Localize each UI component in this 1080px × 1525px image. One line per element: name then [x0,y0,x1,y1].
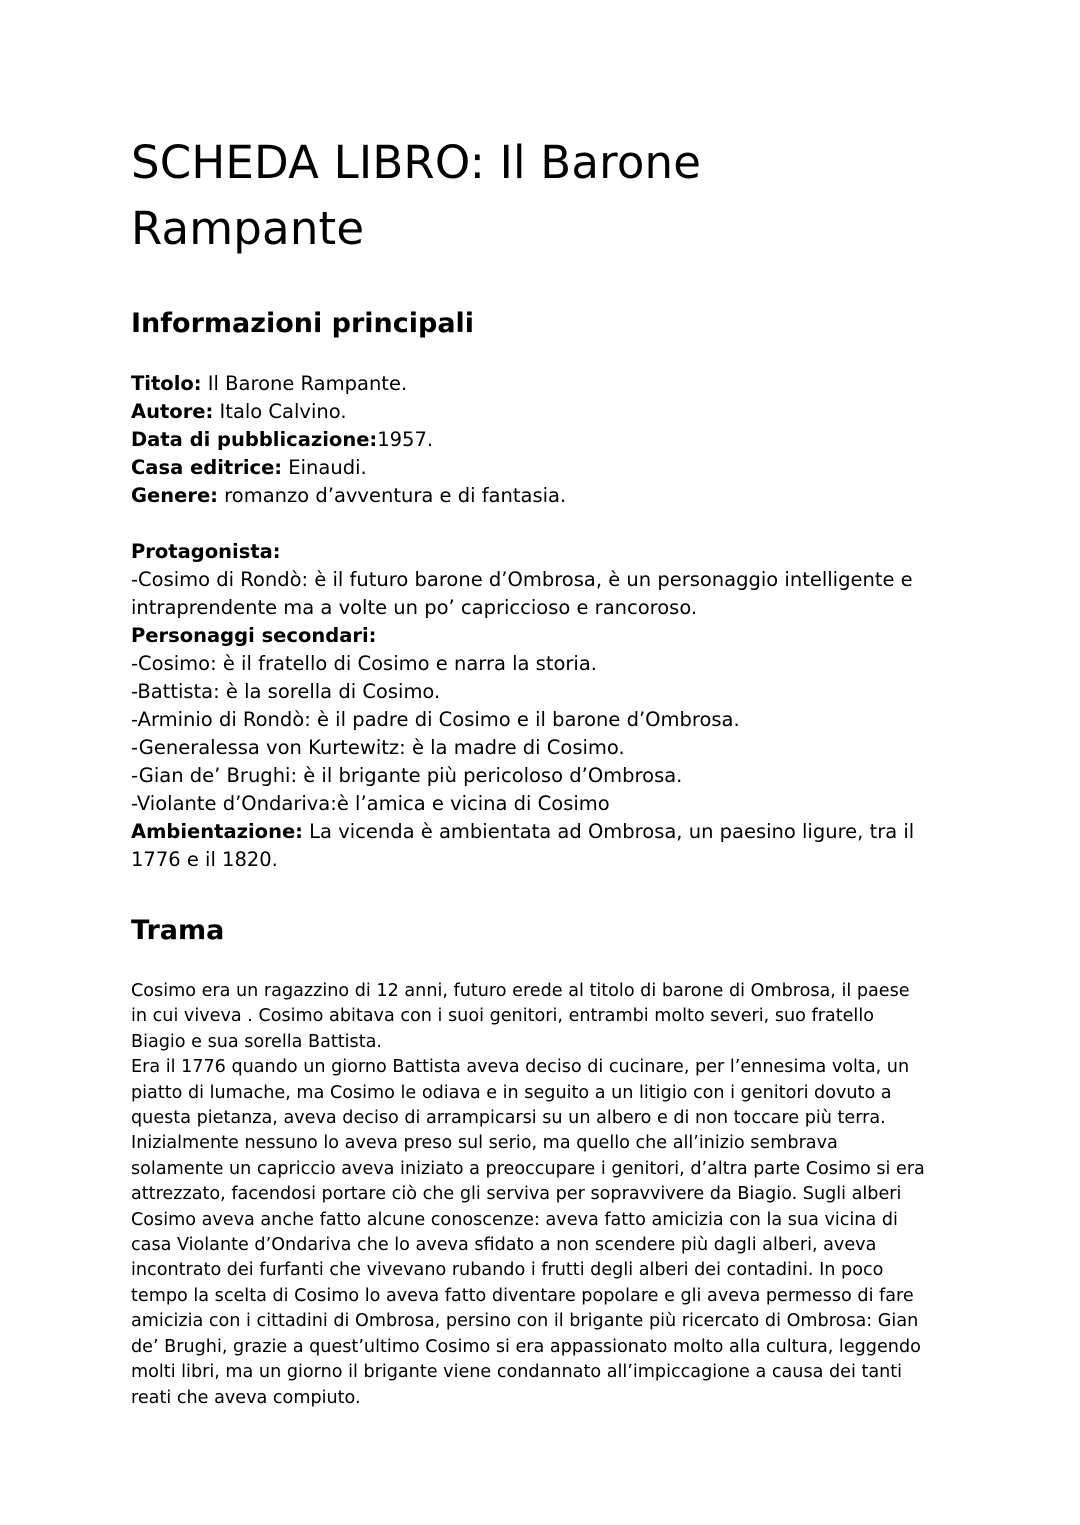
field-label: Casa editrice: [131,456,283,479]
setting-line [131,818,961,846]
character-item: -Battista: è la sorella di Cosimo. [131,680,441,703]
setting-line: 1776 e il 1820. [131,848,278,871]
field-value: Italo Calvino. [213,400,347,423]
plot-line: piatto di lumache, ma Cosimo le odiava e in seguito a un litigio con i genitori dovuto a [131,1082,892,1103]
plot-line: Era il 1776 quando un giorno Battista aveva deciso di cucinare, per l’ennesima volta, un [131,1057,910,1078]
character-item: -Arminio di Rondò: è il padre di Cosimo e il barone d’Ombrosa. [131,708,740,731]
field-title [131,370,961,398]
character-item: -Generalessa von Kurtewitz: è la madre di Cosimo. [131,736,625,759]
plot-line: Biagio e sua sorella Battista. [131,1031,382,1052]
info-fields [131,370,961,510]
field-value: 1957. [377,428,434,451]
field-label: Data di pubblicazione: [131,428,378,451]
plot-line: Cosimo era un ragazzino di 12 anni, futuro erede al titolo di barone di Ombrosa, il paese [131,981,910,1001]
field-publisher [131,454,961,482]
info-heading: Informazioni principali [131,308,475,339]
document-title [131,130,961,262]
plot-line: amicizia con i cittadini di Ombrosa, persino con il brigante più ricercato di Ombrosa: Gian [131,1311,919,1332]
characters-section [131,538,961,874]
plot-text [131,979,961,1411]
character-item: -Cosimo: è il fratello di Cosimo e narra la storia. [131,652,597,675]
plot-line: solamente un capriccio aveva iniziato a preoccupare i genitori, d’altra parte Cosimo si era [131,1158,925,1179]
plot-line: Inizialmente nessuno lo aveva preso sul serio, ma quello che all’inizio sembrava [131,1133,838,1154]
field-value: Einaudi. [282,456,367,479]
protagonist-label: Protagonista: [131,540,281,563]
plot-line: molti libri, ma un giorno il brigante viene condannato all’impiccagione a causa dei tanti [131,1362,903,1383]
field-label: Autore: [131,400,214,423]
document-page [131,130,961,1411]
field-publication-date [131,426,961,454]
field-label: Titolo: [131,372,202,395]
field-value: romanzo d’avventura e di fantasia. [217,484,567,507]
title-line-2: Rampante [131,202,365,255]
protagonist-line: -Cosimo di Rondò: è il futuro barone d’Ombrosa, è un personaggio intelligente e [131,568,913,591]
secondary-characters-label: Personaggi secondari: [131,624,377,647]
plot-line: casa Violante d’Ondariva che lo aveva sfidato a non scendere più dagli alberi, aveva [131,1235,877,1256]
plot-line: questa pietanza, aveva deciso di arrampicarsi su un albero e di non toccare più terra. [131,1108,886,1129]
character-item: -Violante d’Ondariva:è l’amica e vicina di Cosimo [131,792,610,815]
plot-heading: Trama [131,915,225,946]
plot-line: Cosimo aveva anche fatto alcune conoscenze: aveva fatto amicizia con la sua vicina di [131,1209,898,1230]
character-item: -Gian de’ Brughi: è il brigante più pericoloso d’Ombrosa. [131,764,683,787]
field-genre [131,482,961,510]
field-author [131,398,961,426]
plot-line: de’ Brughi, grazie a quest’ultimo Cosimo si era appassionato molto alla cultura, leggendo [131,1336,921,1357]
plot-line: tempo la scelta di Cosimo lo aveva fatto diventare popolare e gli aveva permesso di fare [131,1285,914,1306]
setting-label: Ambientazione: [131,820,303,843]
field-value: Il Barone Rampante. [201,372,408,395]
plot-line: attrezzato, facendosi portare ciò che gli serviva per sopravvivere da Biagio. Sugli alberi [131,1184,902,1205]
setting-value: La vicenda è ambientata ad Ombrosa, un paesino ligure, tra il [302,820,915,843]
plot-line: reati che aveva compiuto. [131,1387,361,1408]
field-label: Genere: [131,484,218,507]
protagonist-line: intraprendente ma a volte un po’ capriccioso e rancoroso. [131,596,698,619]
plot-line: in cui viveva . Cosimo abitava con i suoi genitori, entrambi molto severi, suo fratello [131,1006,874,1027]
plot-line: incontrato dei furfanti che vivevano rubando i frutti degli alberi dei contadini. In poco [131,1260,884,1281]
title-line-1: SCHEDA LIBRO: Il Barone [131,136,702,189]
